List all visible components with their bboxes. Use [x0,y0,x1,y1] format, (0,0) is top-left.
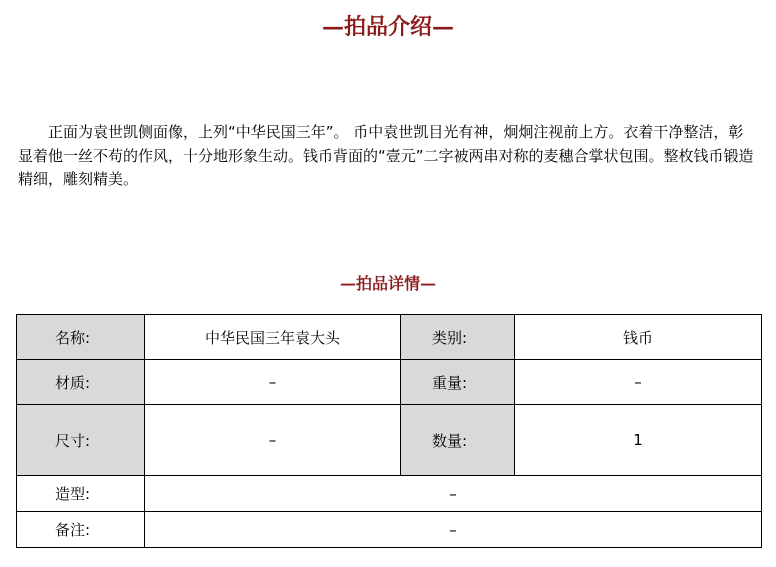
category-value: 钱币 [515,315,762,360]
weight-value: – [515,360,762,405]
item-details-table [16,314,762,548]
intro-section-title: —拍品介绍— [321,14,454,40]
table-row [17,315,762,360]
material-label: 材质: [17,360,145,405]
table-row [17,512,762,548]
material-value: – [145,360,401,405]
table-row [17,405,762,476]
note-value: – [145,512,762,548]
quantity-label: 数量: [401,405,515,476]
table-row [17,476,762,512]
name-label: 名称: [17,315,145,360]
name-value: 中华民国三年袁大头 [145,315,401,360]
details-section-title: —拍品详情— [339,274,436,293]
quantity-value: 1 [515,405,762,476]
shape-value: – [145,476,762,512]
size-value: – [145,405,401,476]
table-row [17,360,762,405]
weight-label: 重量: [401,360,515,405]
item-description: 正面为袁世凯侧面像，上列“中华民国三年”。 币中袁世凯目光有神，炯炯注视前上方。衣着干净整洁，彰显着他一丝不苟的作风，十分地形象生动。钱币背面的“壹元”二字被两串对称的麦穗合掌状包围。整枚钱币锻造精细，雕刻精美。 [18,123,754,188]
note-label: 备注: [17,512,145,548]
category-label: 类别: [401,315,515,360]
shape-label: 造型: [17,476,145,512]
size-label: 尺寸: [17,405,145,476]
